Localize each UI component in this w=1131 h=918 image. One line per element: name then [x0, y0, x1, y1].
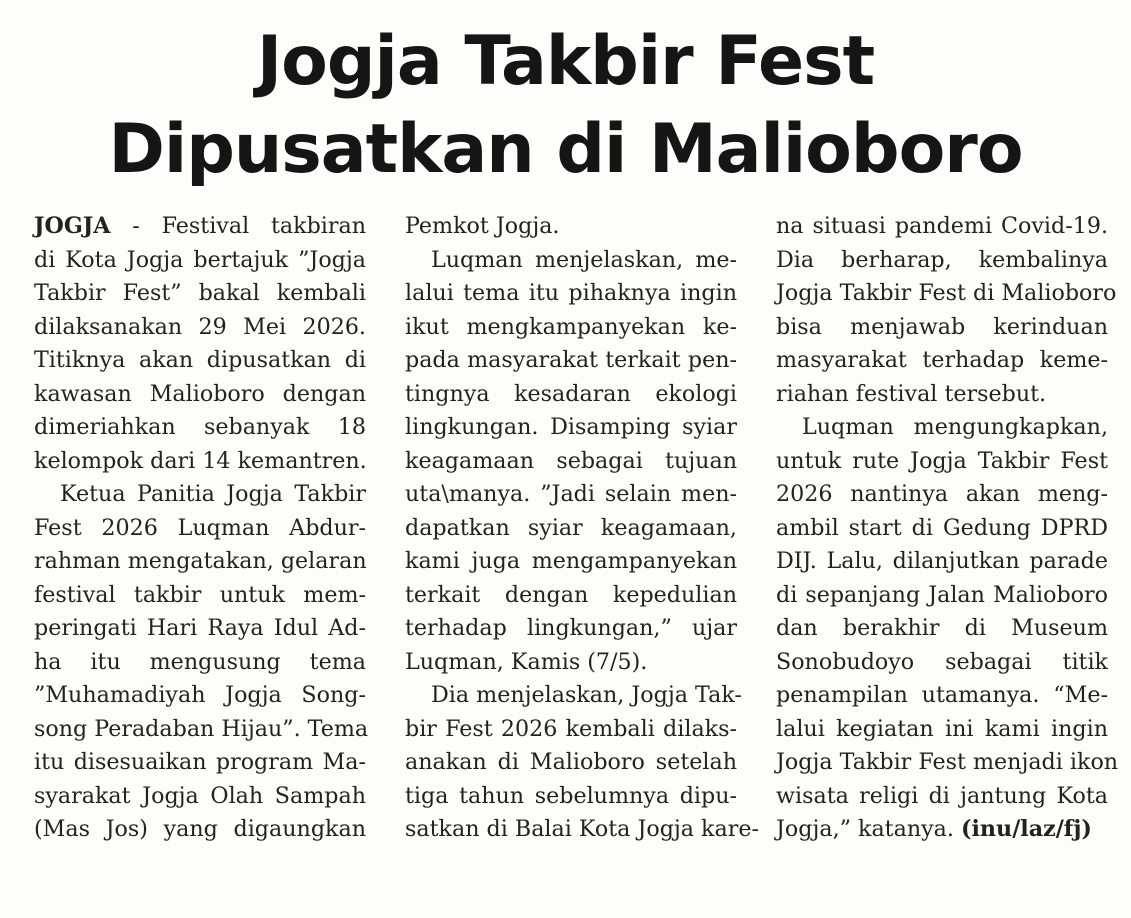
- article-line: [34, 311, 366, 345]
- article-line: [776, 746, 1119, 780]
- article-line: [405, 311, 737, 345]
- article-line: [405, 378, 737, 412]
- article-line: [34, 411, 366, 445]
- article-line-text: peringati Hari Raya Idul Ad-: [34, 615, 366, 641]
- article-line-text: lalui tema itu pihaknya ingin: [405, 280, 737, 306]
- article-line: [405, 210, 737, 244]
- article-line-text: terkait dengan kepedulian: [405, 581, 737, 608]
- article-line-text: dilaksanakan 29 Mei 2026.: [34, 313, 366, 340]
- article-line: [34, 478, 366, 512]
- article-line: [405, 780, 737, 814]
- article-line-text: satkan di Balai Kota Jogja kare-: [405, 816, 759, 842]
- article-line: [776, 512, 1108, 546]
- article-line-text: Titiknya akan dipusatkan di: [34, 347, 366, 373]
- article-line: [776, 646, 1108, 680]
- article-line-text: ikut mengkampanyekan ke-: [405, 313, 737, 340]
- article-line: [776, 813, 1108, 847]
- article-line: [776, 545, 1108, 579]
- article-line: [776, 478, 1108, 512]
- headline-line-2: Dipusatkan di Malioboro: [108, 110, 1023, 189]
- article-line: [34, 579, 366, 613]
- article-line-text: di Kota Jogja bertajuk ”Jogja: [34, 246, 366, 273]
- article-line: [405, 445, 737, 479]
- article-line-text: ambil start di Gedung DPRD: [776, 514, 1108, 541]
- article-line-text: tiga tahun sebelumnya dipu-: [405, 782, 737, 809]
- article-column-1: [34, 210, 369, 847]
- article-line: [34, 244, 366, 278]
- article-line-text: Jogja,” katanya.: [776, 816, 961, 842]
- article-line-text: untuk rute Jogja Takbir Fest: [776, 447, 1108, 474]
- article-line: [34, 780, 366, 814]
- article-line-text: dan berakhir di Museum: [776, 615, 1108, 641]
- article-line-text: (Mas Jos) yang digaungkan: [34, 816, 366, 842]
- article-column-3: [776, 210, 1119, 847]
- article-line-text: riahan festival tersebut.: [776, 380, 1047, 407]
- article-line: [405, 813, 759, 847]
- article-line: [405, 746, 737, 780]
- article-line-text: uta\manya. ”Jadi selain men-: [405, 481, 737, 507]
- article-line: [405, 277, 737, 311]
- article-line-text: Pemkot Jogja.: [405, 213, 560, 239]
- article-line: [34, 378, 366, 412]
- article-line-text: bir Fest 2026 kembali dilaks-: [405, 715, 737, 742]
- article-line-text: lalui kegiatan ini kami ingin: [776, 715, 1108, 742]
- article-line: [776, 679, 1108, 713]
- article-line: [34, 545, 366, 579]
- article-line: [34, 713, 369, 747]
- article-line: [776, 579, 1108, 613]
- article-line-text: song Peradaban Hijau”. Tema: [34, 715, 369, 742]
- article-line: [34, 344, 366, 378]
- article-line: [34, 746, 366, 780]
- article-line-text: kami juga mengampanyekan: [405, 548, 737, 574]
- article-line-text: Luqman menjelaskan, me-: [431, 246, 737, 273]
- article-line: [405, 612, 737, 646]
- article-line: [34, 512, 366, 546]
- headline-line-1: Jogja Takbir Fest: [256, 22, 875, 101]
- article-line-text: Luqman, Kamis (7/5).: [405, 648, 648, 675]
- article-line: [405, 579, 737, 613]
- author-credit: (inu/laz/fj): [961, 816, 1092, 842]
- article-line: [776, 378, 1108, 412]
- article-line: [34, 646, 366, 680]
- article-line: [776, 612, 1108, 646]
- article-line: [776, 411, 1108, 445]
- article-line-text: penampilan utamanya. “Me-: [776, 682, 1108, 708]
- article-line: [34, 813, 366, 847]
- article-line-text: DIJ. Lalu, dilanjutkan parade: [776, 548, 1108, 574]
- article-line-text: dimeriahkan sebanyak 18: [34, 414, 366, 440]
- article-line-text: 2026 nantinya akan meng-: [776, 481, 1108, 507]
- article-line-text: anakan di Malioboro setelah: [405, 749, 737, 775]
- article-line-text: Luqman mengungkapkan,: [802, 414, 1108, 440]
- article-line-text: ha itu mengusung tema: [34, 648, 366, 675]
- article-line: [34, 612, 366, 646]
- article-line: [776, 277, 1117, 311]
- article-line-text: bisa menjawab kerinduan: [776, 313, 1108, 340]
- article-line: [776, 713, 1108, 747]
- article-line: [776, 244, 1108, 278]
- article-line-text: Jogja Takbir Fest menjadi ikon: [776, 749, 1119, 775]
- article-line: [405, 344, 737, 378]
- article-line-text: pada masyarakat terkait pen-: [405, 347, 737, 373]
- article-line-text: kelompok dari 14 kemantren.: [34, 447, 367, 474]
- article-line-text: lingkungan. Disamping syiar: [405, 414, 737, 440]
- article-line-text: festival takbir untuk mem-: [34, 581, 366, 608]
- article-line-text: Takbir Fest” bakal kembali: [34, 280, 366, 306]
- article-line: [34, 445, 366, 479]
- article-line: [34, 210, 366, 244]
- article-line: [34, 277, 366, 311]
- article-line: [405, 512, 737, 546]
- article-line-text: Dia berharap, kembalinya: [776, 246, 1108, 273]
- article-line: [776, 445, 1108, 479]
- article-line-text: kawasan Malioboro dengan: [34, 380, 366, 407]
- article-line-text: terhadap lingkungan,” ujar: [405, 615, 737, 641]
- article-line: [405, 646, 737, 680]
- article-line: [405, 244, 737, 278]
- article-line: [405, 545, 737, 579]
- article-line-text: Ketua Panitia Jogja Takbir: [60, 481, 366, 507]
- article-line: [776, 344, 1108, 378]
- article-headline: [0, 18, 1131, 194]
- article-line: [776, 210, 1108, 244]
- article-line-text: keagamaan sebagai tujuan: [405, 447, 737, 474]
- article-line-text: Dia menjelaskan, Jogja Tak-: [431, 682, 742, 708]
- article-line-text: na situasi pandemi Covid-19.: [776, 213, 1108, 239]
- article-line: [405, 478, 737, 512]
- article-line-text: Fest 2026 Luqman Abdur-: [34, 514, 366, 541]
- article-line: [776, 311, 1108, 345]
- article-line-text: wisata religi di jantung Kota: [776, 782, 1108, 809]
- article-line: [776, 780, 1108, 814]
- article-line-text: dapatkan syiar keagamaan,: [405, 514, 737, 541]
- article-line-text: di sepanjang Jalan Malioboro: [776, 581, 1108, 608]
- dateline: JOGJA: [34, 213, 111, 239]
- article-line-text: itu disesuaikan program Ma-: [34, 749, 366, 775]
- article-line-text: masyarakat terhadap keme-: [776, 347, 1108, 373]
- article-line-text: - Festival takbiran: [110, 213, 366, 239]
- article-line-text: rahman mengatakan, gelaran: [34, 548, 367, 574]
- article-line: [405, 713, 737, 747]
- article-line-text: ”Muhamadiyah Jogja Song-: [34, 682, 366, 708]
- article-line-text: Jogja Takbir Fest di Malioboro: [776, 280, 1117, 306]
- article-line: [405, 679, 742, 713]
- article-line-text: Sonobudoyo sebagai titik: [776, 648, 1108, 675]
- article-line-text: tingnya kesadaran ekologi: [405, 380, 737, 407]
- article-line: [405, 411, 737, 445]
- article-line: [34, 679, 366, 713]
- article-line-text: syarakat Jogja Olah Sampah: [34, 782, 366, 809]
- article-column-2: [405, 210, 759, 847]
